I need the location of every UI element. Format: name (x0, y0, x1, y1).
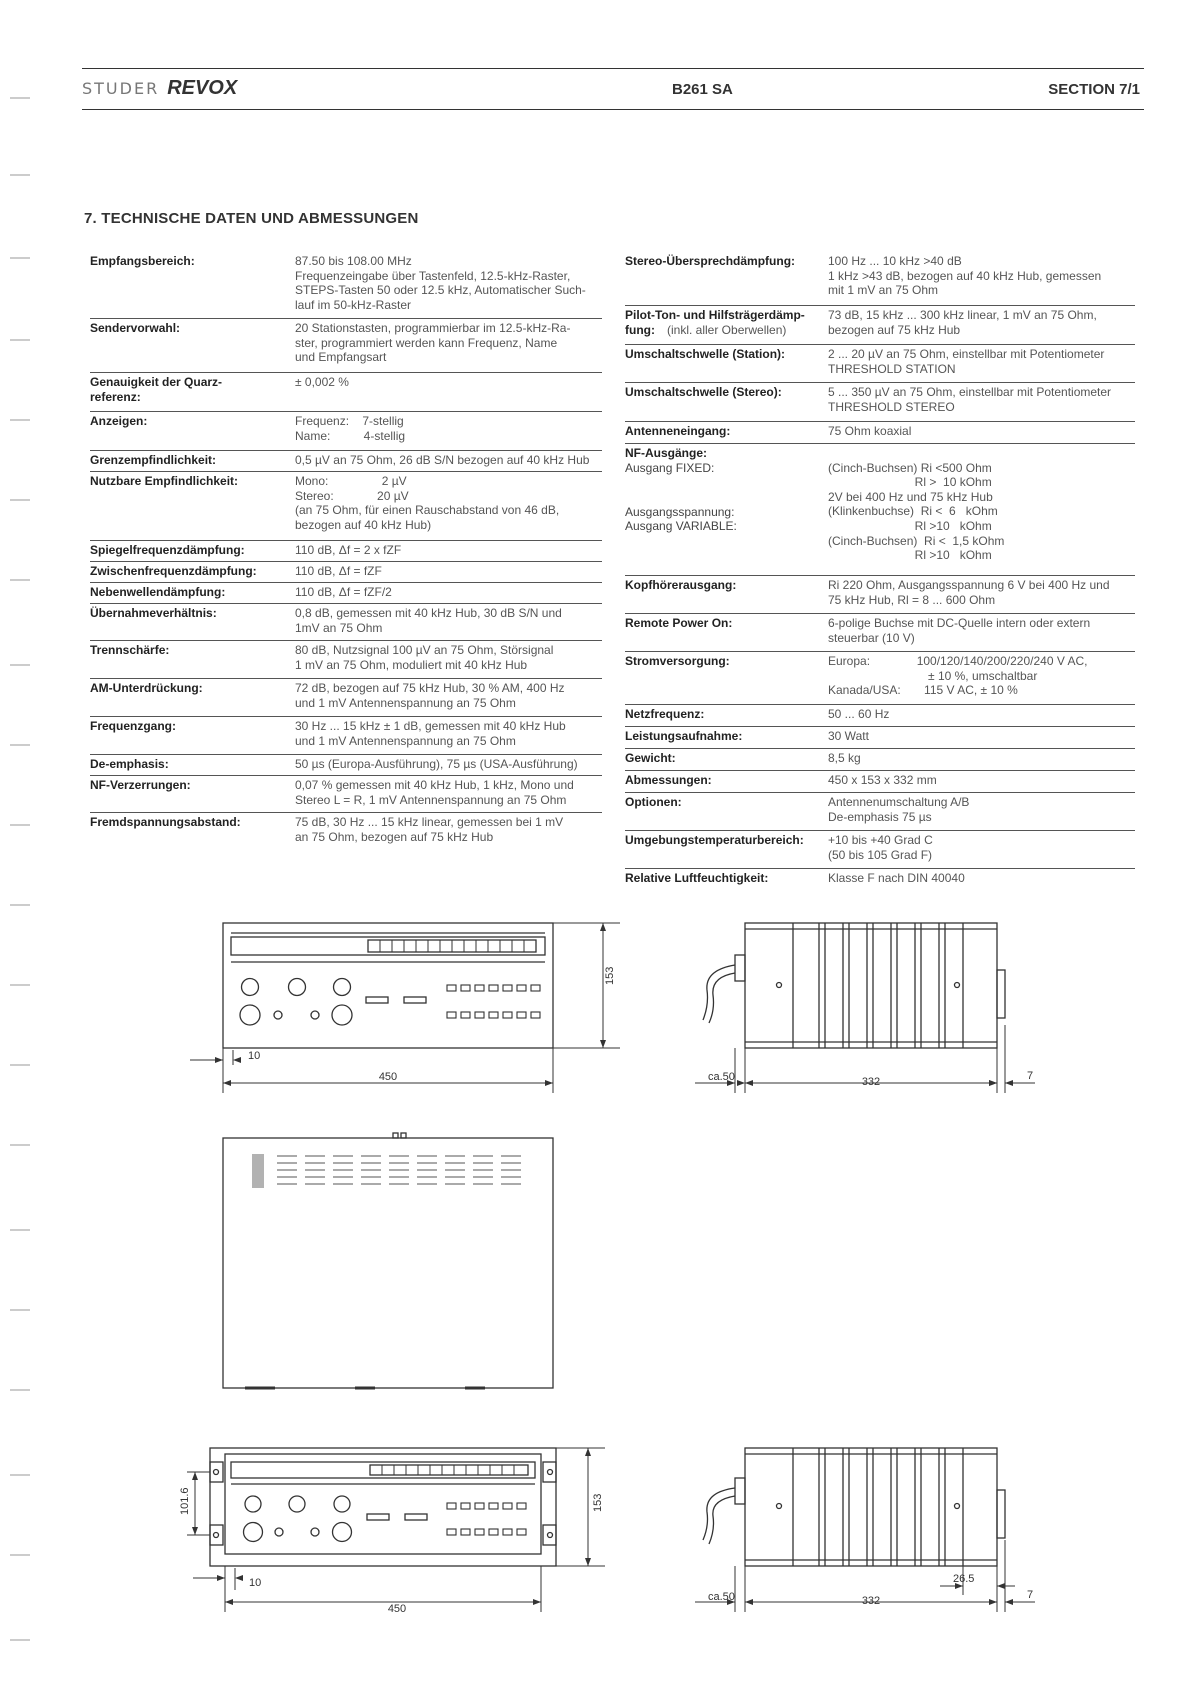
spec-value-line: Europa: 100/120/140/200/220/240 V AC, (828, 654, 1088, 668)
spec-value-line: Kanada/USA: 115 V AC, ± 10 % (828, 683, 1018, 698)
spec-row (625, 831, 1135, 869)
spec-label: Relative Luftfeuchtigkeit: (625, 871, 769, 885)
spec-value-line: steuerbar (10 V) (828, 630, 915, 645)
brand-studer: STUDER (82, 79, 160, 98)
front-view-drawing (190, 915, 630, 1100)
spec-row (625, 576, 1135, 614)
spec-label: NF-Verzerrungen: (90, 778, 191, 792)
spec-value (828, 652, 1135, 698)
side-view-drawing (695, 915, 1055, 1100)
front-width-label: 450 (378, 1071, 398, 1083)
spec-label: AM-Unterdrückung: (90, 681, 203, 695)
side-depth-label: 332 (861, 1076, 881, 1088)
model-number: B261 SA (672, 81, 733, 98)
spec-label: Grenzempfindlichkeit: (90, 453, 217, 467)
spec-label: Spiegelfrequenzdämpfung: (90, 543, 245, 557)
spec-value-line: (50 bis 105 Grad F) (828, 847, 933, 862)
spec-label: De-emphasis: (90, 757, 169, 771)
spec-table-right (625, 252, 1135, 890)
spec-row (625, 727, 1135, 749)
side-front-label: ca.50 (708, 1071, 735, 1083)
spec-value (295, 679, 602, 710)
spec-value-line: Rl >10 kOhm (828, 548, 992, 563)
spec-row (90, 776, 602, 813)
spec-value-line: bezogen auf 75 kHz Hub (828, 322, 961, 337)
spec-label: Remote Power On: (625, 616, 733, 630)
spec-value-line: 30 Watt (828, 729, 869, 743)
spec-value-line: 30 Hz ... 15 kHz ± 1 dB, gemessen mit 40 kHz Hub (295, 719, 566, 733)
spec-value-line (828, 446, 1135, 461)
spec-label: Umschaltschwelle (Station): (625, 347, 786, 361)
spec-row (625, 652, 1135, 705)
spec-value (295, 755, 602, 772)
spec-label: Umschaltschwelle (Stereo): (625, 385, 782, 399)
spec-value-line: 87.50 bis 108.00 MHz (295, 254, 412, 268)
spec-value-line: 75 Ohm koaxial (828, 424, 912, 438)
spec-value (828, 252, 1135, 298)
spec-label: Empfangsbereich: (90, 254, 195, 268)
spec-row (90, 451, 602, 472)
spec-value-line: und 1 mV Antennenspannung an 75 Ohm (295, 733, 516, 748)
spec-value-line: 2 ... 20 µV an 75 Ohm, einstellbar mit Potentiometer (828, 347, 1105, 361)
spec-row (625, 771, 1135, 793)
spec-row (625, 306, 1135, 345)
spec-row (625, 869, 1135, 890)
spec-row (90, 813, 602, 855)
spec-value-line: De-emphasis 75 µs (828, 809, 932, 824)
spec-value-line: und 1 mV Antennenspannung an 75 Ohm (295, 695, 516, 710)
spec-label: Genauigkeit der Quarz- referenz: (90, 375, 223, 404)
spec-value (295, 541, 602, 558)
spec-label: Leistungsaufnahme: (625, 729, 743, 743)
spec-value-line: 100 Hz ... 10 kHz >40 dB (828, 254, 962, 268)
spec-label: Übernahmeverhältnis: (90, 606, 217, 620)
spec-value-line: (Klinkenbuchse) Ri < 6 kOhm (828, 504, 998, 519)
spec-value-line: 110 dB, Δf = 2 x fZF (295, 543, 402, 557)
spec-value (828, 444, 1135, 563)
spec-value-line: (Cinch-Buchsen) Ri <500 Ohm (828, 460, 992, 475)
spec-row (90, 319, 602, 373)
spec-value-line: Frequenz: 7-stellig (295, 414, 404, 428)
spec-value-line: ± 10 %, umschaltbar (828, 668, 1038, 683)
spec-label: Pilot-Ton- und Hilfsträgerdämp- fung: (625, 308, 805, 337)
spec-value-line: Ri 220 Ohm, Ausgangsspannung 6 V bei 400 Hz und (828, 578, 1110, 592)
rack-unit-height-label: 101.6 (179, 1487, 191, 1515)
spec-value-line: 75 kHz Hub, Rl = 8 ... 600 Ohm (828, 592, 996, 607)
spec-value-line: mit 1 mV an 75 Ohm (828, 283, 939, 298)
spec-sublabel: Ausgang VARIABLE: (625, 519, 737, 534)
spec-value-line: THRESHOLD STATION (828, 361, 956, 376)
spec-label: Optionen: (625, 795, 682, 809)
spec-value-line: Stereo L = R, 1 mV Antennenspannung an 75 Ohm (295, 792, 567, 807)
spec-value-line: an 75 Ohm, bezogen auf 75 kHz Hub (295, 829, 494, 844)
rack-side-offset-label: 26.5 (953, 1573, 975, 1585)
spec-value-line: (Cinch-Buchsen) Ri < 1,5 kOhm (828, 533, 1005, 548)
spec-value (828, 727, 1135, 744)
spec-table-left (90, 252, 602, 855)
spec-value (295, 813, 602, 844)
spec-value-line: Stereo: 20 µV (295, 488, 409, 503)
spec-value-line: 110 dB, Δf = fZF (295, 564, 382, 578)
rack-height-label: 153 (592, 1493, 604, 1512)
spec-row (90, 412, 602, 451)
spec-value-line: bezogen auf 40 kHz Hub) (295, 517, 432, 532)
spec-label: Antenneneingang: (625, 424, 731, 438)
spec-row (625, 383, 1135, 422)
spec-value (828, 345, 1135, 376)
spec-value (295, 641, 602, 672)
spec-label: Zwischenfrequenzdämpfung: (90, 564, 257, 578)
spec-sublabel: Ausgang FIXED: (625, 461, 715, 475)
rack-front-view-drawing (175, 1440, 635, 1620)
page-header (82, 68, 1144, 110)
rack-offset-label: 10 (249, 1577, 262, 1589)
spec-value-line: 73 dB, 15 kHz ... 300 kHz linear, 1 mV an 75 Ohm, (828, 308, 1097, 322)
spec-value-line: 8,5 kg (828, 751, 861, 765)
spec-value (828, 614, 1135, 645)
spec-value (295, 412, 602, 443)
spec-row (90, 252, 602, 319)
spec-row (625, 252, 1135, 306)
spec-value (828, 793, 1135, 824)
front-height-label: 153 (604, 966, 616, 985)
spec-value-line: 110 dB, Δf = fZF/2 (295, 585, 392, 599)
margin-tick-marks (0, 0, 40, 1683)
spec-value (295, 717, 602, 748)
spec-label-note: (inkl. aller Oberwellen) (667, 323, 787, 337)
spec-row (90, 472, 602, 541)
spec-value-line: Klasse F nach DIN 40040 (828, 871, 965, 885)
brand-logo (82, 77, 237, 100)
spec-label: Nutzbare Empfindlichkeit: (90, 474, 239, 488)
spec-value-line: 72 dB, bezogen auf 75 kHz Hub, 30 % AM, 400 Hz (295, 681, 565, 695)
spec-label: Stromversorgung: (625, 654, 730, 668)
spec-label: Frequenzgang: (90, 719, 176, 733)
spec-value-line: THRESHOLD STEREO (828, 399, 955, 414)
rack-width-label: 450 (387, 1603, 407, 1615)
spec-value-line: lauf im 50-kHz-Raster (295, 297, 412, 312)
spec-value-line: Rl > 10 kOhm (828, 475, 992, 490)
spec-value-line: 80 dB, Nutzsignal 100 µV an 75 Ohm, Störsignal (295, 643, 554, 657)
spec-row (625, 444, 1135, 576)
spec-value (295, 562, 602, 579)
spec-value-line: und Empfangsart (295, 350, 387, 365)
spec-value-line: Frequenzeingabe über Tastenfeld, 12.5-kHz-Raster, (295, 268, 571, 283)
spec-value-line: (an 75 Ohm, für einen Rauschabstand von 46 dB, (295, 503, 560, 518)
spec-label: Gewicht: (625, 751, 676, 765)
spec-row (90, 583, 602, 604)
spec-value (828, 705, 1135, 722)
spec-label: Umgebungstemperaturbereich: (625, 833, 804, 847)
spec-value (828, 831, 1135, 862)
spec-label: Nebenwellendämpfung: (90, 585, 226, 599)
spec-value (828, 306, 1135, 337)
spec-value-line: ± 0,002 % (295, 375, 349, 389)
spec-row (90, 541, 602, 562)
spec-value (828, 422, 1135, 439)
spec-value (295, 776, 602, 807)
spec-value (295, 472, 602, 532)
rack-side-view-drawing (695, 1440, 1055, 1620)
spec-value (828, 576, 1135, 607)
section-title: 7. TECHNISCHE DATEN UND ABMESSUNGEN (84, 210, 419, 227)
spec-value-line: STEPS-Tasten 50 oder 12.5 kHz, Automatischer Such- (295, 283, 586, 298)
rack-side-front-label: ca.50 (708, 1591, 735, 1603)
spec-value-line: 0,07 % gemessen mit 40 kHz Hub, 1 kHz, Mono und (295, 778, 574, 792)
spec-value-line: Rl >10 kOhm (828, 518, 992, 533)
spec-row (90, 679, 602, 717)
spec-value-line: 0,5 µV an 75 Ohm, 26 dB S/N bezogen auf 40 kHz Hub (295, 453, 590, 467)
spec-value-line: 75 dB, 30 Hz ... 15 kHz linear, gemessen bei 1 mV (295, 815, 564, 829)
spec-value (295, 604, 602, 635)
rack-side-depth-label: 332 (861, 1595, 881, 1607)
side-rear-label: 7 (1027, 1070, 1034, 1082)
spec-value-line: +10 bis +40 Grad C (828, 833, 933, 847)
spec-row (625, 345, 1135, 383)
spec-row (625, 749, 1135, 771)
brand-revox: REVOX (167, 77, 238, 99)
spec-value-line: Antennenumschaltung A/B (828, 795, 970, 809)
spec-row (90, 717, 602, 755)
spec-value-line: 20 Stationstasten, programmierbar im 12.5-kHz-Ra- (295, 321, 571, 335)
spec-label: Fremdspannungsabstand: (90, 815, 241, 829)
spec-value (295, 319, 602, 365)
spec-label: Netzfrequenz: (625, 707, 705, 721)
spec-sublabel: Ausgangsspannung: (625, 504, 735, 519)
spec-value-line: Name: 4-stellig (295, 428, 406, 443)
spec-label: Sendervorwahl: (90, 321, 181, 335)
spec-value-line: 1 kHz >43 dB, bezogen auf 40 kHz Hub, gemessen (828, 268, 1102, 283)
spec-value-line: 450 x 153 x 332 mm (828, 773, 937, 787)
rack-side-rear-label: 7 (1027, 1589, 1034, 1601)
spec-row (90, 562, 602, 583)
spec-value-line: 1 mV an 75 Ohm, moduliert mit 40 kHz Hub (295, 657, 528, 672)
spec-value (295, 373, 602, 390)
spec-value-line: 0,8 dB, gemessen mit 40 kHz Hub, 30 dB S/N und (295, 606, 562, 620)
spec-label: Kopfhörerausgang: (625, 578, 737, 592)
spec-value-line: 1mV an 75 Ohm (295, 620, 383, 635)
spec-value (828, 869, 1135, 886)
spec-row (625, 422, 1135, 444)
spec-label: Anzeigen: (90, 414, 148, 428)
spec-value-line: 50 ... 60 Hz (828, 707, 890, 721)
spec-label: Stereo-Übersprechdämpfung: (625, 254, 796, 268)
spec-row (90, 641, 602, 679)
spec-value-line: 5 ... 350 µV an 75 Ohm, einstellbar mit Potentiometer (828, 385, 1112, 399)
section-number: SECTION 7/1 (1048, 81, 1140, 98)
spec-label: Abmessungen: (625, 773, 712, 787)
spec-value-line: 50 µs (Europa-Ausführung), 75 µs (USA-Ausführung) (295, 757, 578, 771)
spec-value-line: 6-polige Buchse mit DC-Quelle intern oder extern (828, 616, 1091, 630)
spec-label: Trennschärfe: (90, 643, 170, 657)
spec-label: NF-Ausgänge: (625, 446, 707, 460)
spec-row (625, 614, 1135, 652)
spec-value-line: ster, programmiert werden kann Frequenz, Name (295, 335, 558, 350)
spec-row (625, 793, 1135, 831)
spec-row (625, 705, 1135, 727)
spec-row (90, 373, 602, 412)
spec-row (90, 755, 602, 776)
spec-value (828, 749, 1135, 766)
spec-value (828, 771, 1135, 788)
spec-row (90, 604, 602, 641)
front-offset-label: 10 (248, 1050, 261, 1062)
spec-value-line: Mono: 2 µV (295, 474, 407, 488)
spec-value (295, 252, 602, 312)
spec-value (295, 451, 602, 468)
spec-value-line: 2V bei 400 Hz und 75 kHz Hub (828, 489, 993, 504)
spec-value (295, 583, 602, 600)
spec-value (828, 383, 1135, 414)
top-view-drawing (215, 1130, 585, 1400)
